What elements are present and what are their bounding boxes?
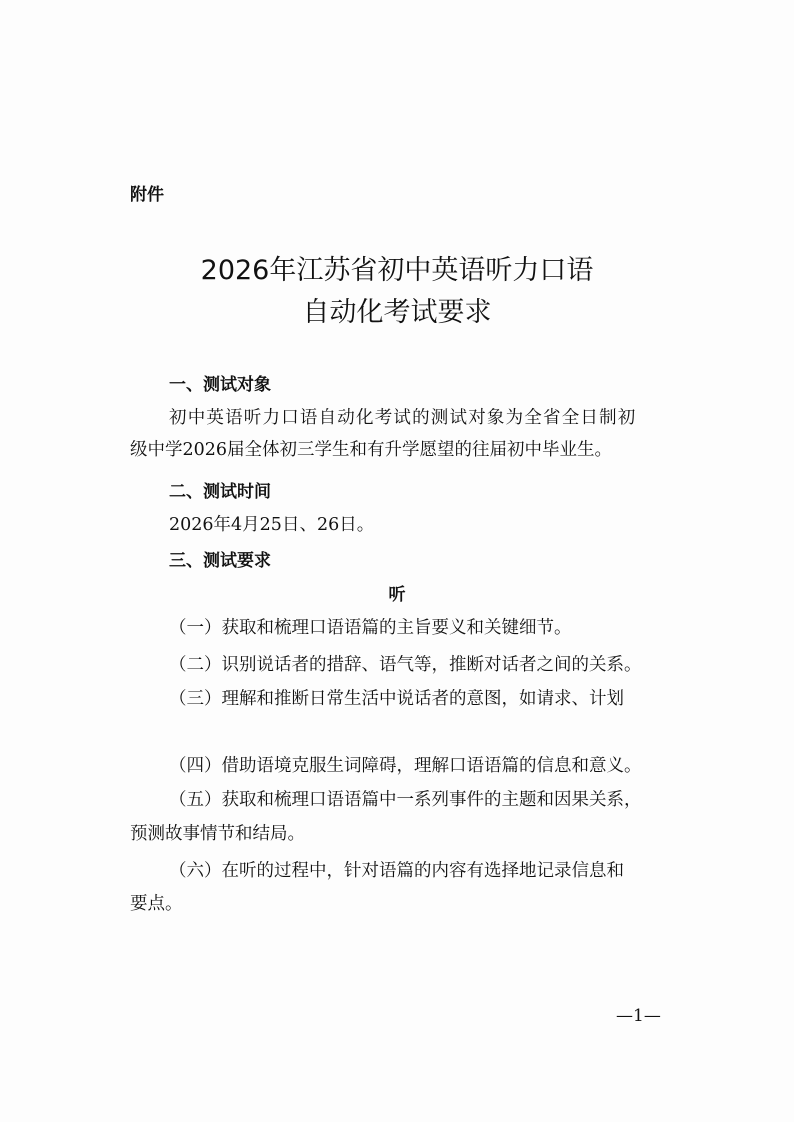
section-paragraph: 2026年4月25日、26日。 <box>169 515 375 535</box>
document-title-line-1: 2026年江苏省初中英语听力口语 <box>200 255 594 286</box>
requirement-item: （三）理解和推断日常生活中说话者的意图，如请求、计划 <box>169 689 624 709</box>
requirement-item: （四）借助语境克服生词障碍，理解口语语篇的信息和意义。 <box>169 756 642 776</box>
requirement-item-continuation: 要点。 <box>130 894 183 914</box>
section-paragraph-line: 初中英语听力口语自动化考试的测试对象为全省全日制初 <box>169 408 637 428</box>
requirement-item: （二）识别说话者的措辞、语气等，推断对话者之间的关系。 <box>169 655 642 675</box>
section-paragraph-line: 级中学2026届全体初三学生和有升学愿望的往届初中毕业生。 <box>130 440 613 460</box>
section-heading-test-requirements: 三、测试要求 <box>169 551 271 571</box>
requirement-item: （六）在听的过程中，针对语篇的内容有选择地记录信息和 <box>169 861 624 881</box>
section-heading-test-time: 二、测试时间 <box>169 482 271 502</box>
document-title-line-2: 自动化考试要求 <box>302 297 492 328</box>
requirement-item: （一）获取和梳理口语语篇的主旨要义和关键细节。 <box>169 618 572 638</box>
subheading-listening: 听 <box>388 585 406 605</box>
attachment-label: 附件 <box>130 185 164 205</box>
requirement-item: （五）获取和梳理口语语篇中一系列事件的主题和因果关系， <box>169 790 642 810</box>
section-heading-test-subjects: 一、测试对象 <box>169 375 271 395</box>
page-number: —1— <box>616 1006 661 1026</box>
requirement-item-continuation: 预测故事情节和结局。 <box>130 824 305 844</box>
